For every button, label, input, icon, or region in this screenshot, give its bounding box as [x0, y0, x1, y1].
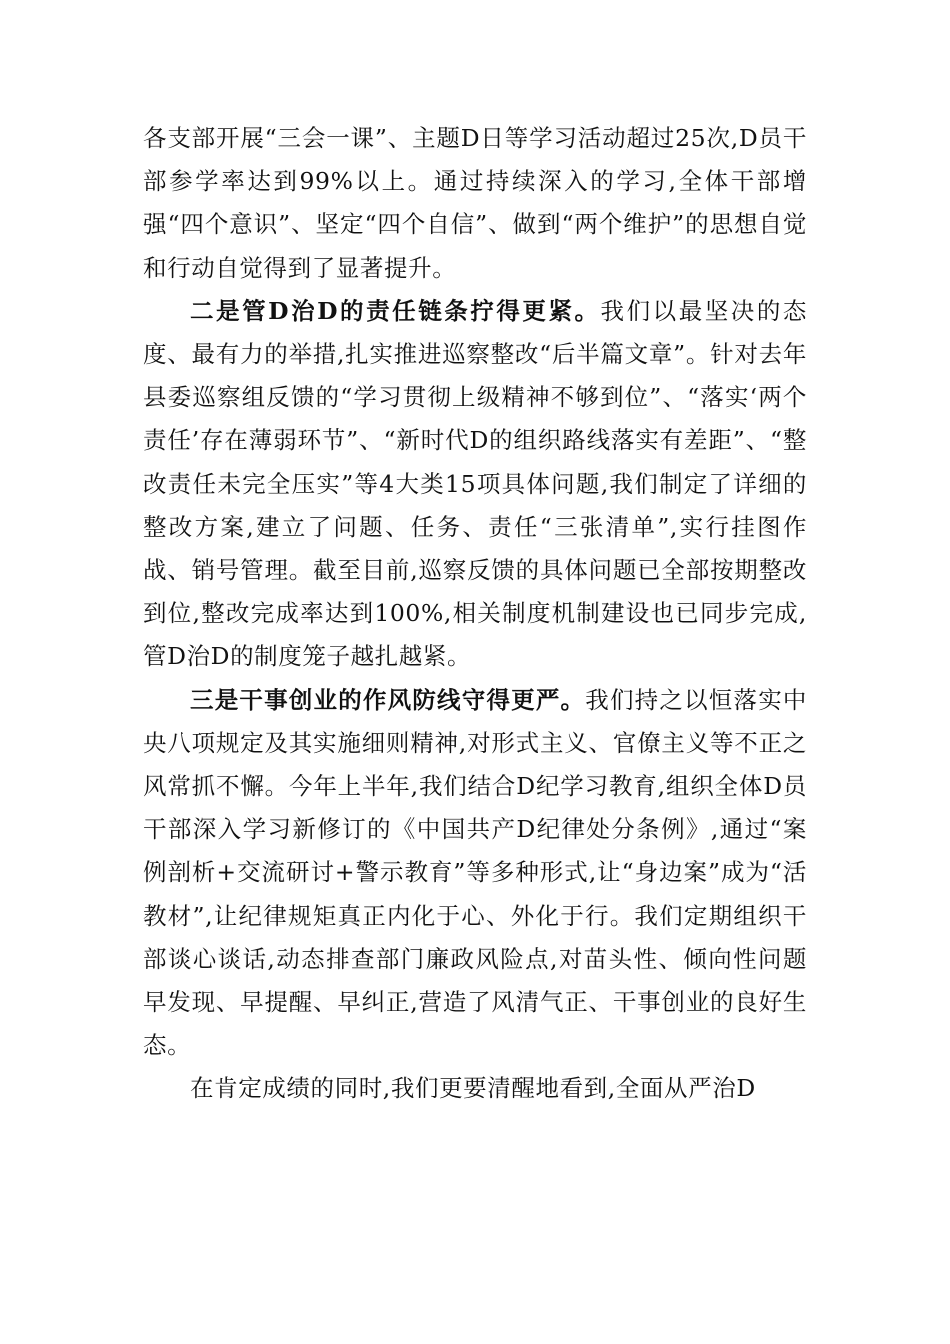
paragraph-3-text: 我们持之以恒落实中央八项规定及其实施细则精神,对形式主义、官僚主义等不正之风常抓不懈。今年上半年,我们结合D纪学习教育,组织全体D员干部深入学习新修订的《中国共产D纪律处分条例》,通过“案例剖析+交流研讨+警示教育”等多种形式,让“身边案”成为“活教材”,让纪律规矩真正内化于心、外化于行。我们定期组织干部谈心谈话,动态排查部门廉政风险点,对苗头性、倾向性问题早发现、早提醒、早纠正,营造了风清气正、干事创业的良好生态。: [143, 685, 807, 1060]
paragraph-3-heading: 三是干事创业的作风防线守得更严。: [190, 685, 586, 714]
paragraph-1: [143, 117, 807, 290]
paragraph-4: [143, 1067, 807, 1110]
paragraph-2: [143, 290, 807, 679]
paragraph-2-heading: 二是管D治D的责任链条拧得更紧。: [190, 296, 601, 325]
paragraph-4-text: 在肯定成绩的同时,我们更要清醒地看到,全面从严治D: [190, 1074, 756, 1103]
paragraph-1-text: 各支部开展“三会一课”、主题D日等学习活动超过25次,D员干部参学率达到99%以上。通过持续深入的学习,全体干部增强“四个意识”、坚定“四个自信”、做到“两个维护”的思想自觉和行动自觉得到了显著提升。: [143, 124, 807, 282]
paragraph-3: [143, 679, 807, 1068]
paragraph-2-text: 我们以最坚决的态度、最有力的举措,扎实推进巡察整改“后半篇文章”。针对去年县委巡察组反馈的“学习贯彻上级精神不够到位”、“落实‘两个责任’存在薄弱环节”、“新时代D的组织路线落实有差距”、“整改责任未完全压实”等4大类15项具体问题,我们制定了详细的整改方案,建立了问题、任务、责任“三张清单”,实行挂图作战、销号管理。截至目前,巡察反馈的具体问题已全部按期整改到位,整改完成率达到100%,相关制度机制建设也已同步完成,管D治D的制度笼子越扎越紧。: [143, 296, 807, 671]
document-page: [143, 117, 807, 1111]
